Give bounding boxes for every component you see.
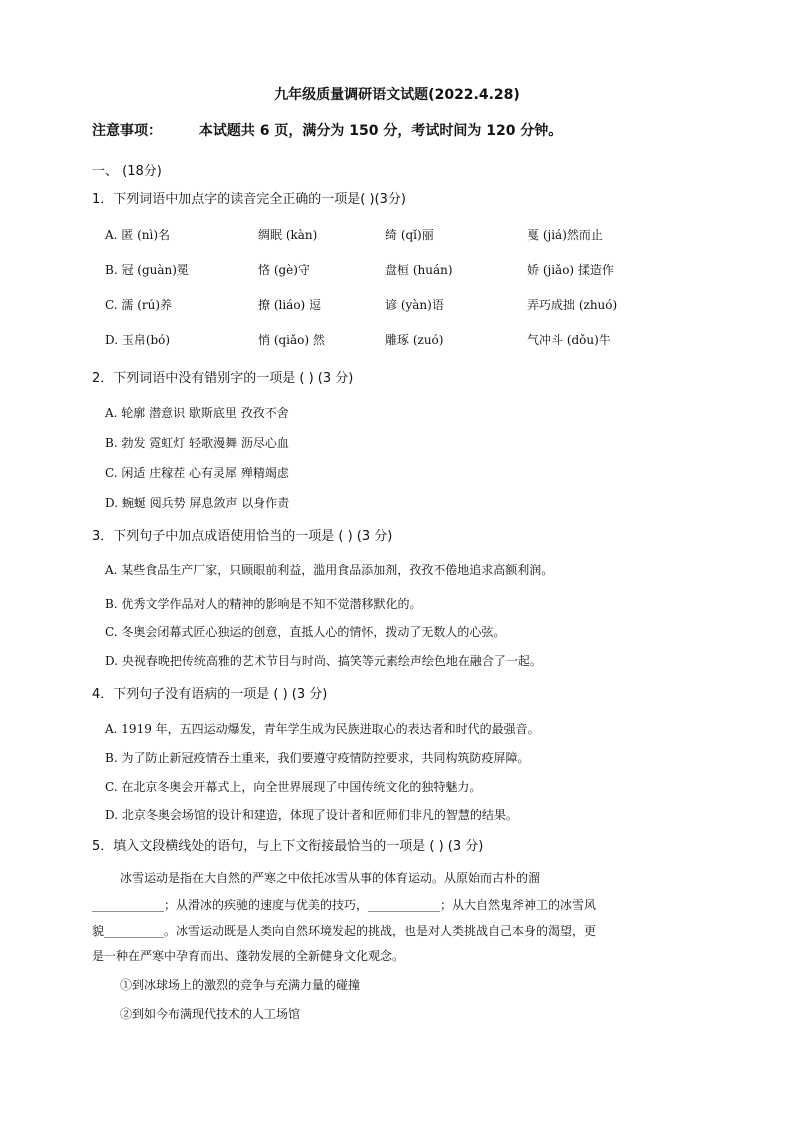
q1-option: C. 濡 (rú)养 [105, 298, 173, 312]
answer-item: ①到冰球场上的激烈的竞争与充满力量的碰撞 [120, 978, 361, 992]
q1-option: 谚 (yàn)语 [385, 298, 444, 312]
q1-option: 戛 (jiá)然而止 [527, 228, 603, 242]
q1-option: 弄巧成拙 (zhuó) [527, 298, 618, 312]
question-4-stem: 4．下列句子没有语病的一项是 ( ) (3 分) [92, 687, 328, 702]
q3-option: A. 某些食品生产厂家，只顾眼前利益，滥用食品添加剂，孜孜不倦地追求高额利润。 [105, 563, 554, 577]
q1-option: B. 冠 (guàn)冕 [105, 263, 189, 277]
passage-line: 是一种在严寒中孕育而出、蓬勃发展的全新健身文化观念。 [92, 949, 405, 963]
q1-option: 气冲斗 (dǒu)牛 [527, 333, 611, 347]
q4-option: D. 北京冬奥会场馆的设计和建造，体现了设计者和匠师们非凡的智慧的结果。 [105, 808, 518, 822]
passage-line: ____________；从滑冰的疾驰的速度与优美的技巧，____________；从大自然鬼斧神工的冰雪风 [92, 898, 597, 912]
question-1-stem: 1．下列词语中加点字的读音完全正确的一项是( )(3分) [92, 192, 406, 207]
answer-item: ②到如今布满现代技术的人工场馆 [120, 1007, 301, 1021]
q4-option: A. 1919 年，五四运动爆发，青年学生成为民族进取心的表达者和时代的最强音。 [105, 722, 540, 736]
q1-option: 绸眠 (kàn) [258, 228, 318, 242]
section-heading: 一、 (18分) [92, 164, 162, 179]
passage-line: 貌__________。冰雪运动既是人类向自然环境发起的挑战，也是对人类挑战自己本身的渴望，更 [92, 924, 597, 938]
question-3-stem: 3．下列句子中加点成语使用恰当的一项是 ( ) (3 分) [92, 529, 393, 544]
q1-option: D. 玉帛(bó) [105, 333, 171, 347]
question-5-stem: 5．填入文段横线处的语句，与上下文衔接最恰当的一项是 ( ) (3 分) [92, 839, 484, 854]
q3-option: B. 优秀文学作品对人的精神的影响是不知不觉潜移默化的。 [105, 597, 422, 611]
q1-option: 绮 (qǐ)丽 [385, 228, 434, 242]
notice-text: 本试题共 6 页，满分为 150 分，考试时间为 120 分钟。 [198, 123, 563, 139]
q1-option: 恪 (gè)守 [258, 263, 310, 277]
q1-option: 盘桓 (huán) [385, 263, 453, 277]
q2-option: C. 闲适 庄稼茬 心有灵犀 殚精竭虑 [105, 466, 289, 480]
q4-option: B. 为了防止新冠疫情吞土重来，我们要遵守疫情防控要求，共同构筑防疫屏障。 [105, 751, 530, 765]
q1-option: 雕琢 (zuó) [385, 333, 444, 347]
q1-option: A. 匿 (nì)名 [105, 228, 171, 242]
q2-option: A. 轮廓 潜意识 歇斯底里 孜孜不舍 [105, 406, 289, 420]
q1-option: 撩 (liáo) 逗 [258, 298, 322, 312]
q3-option: C. 冬奥会闭幕式匠心独运的创意，直抵人心的情怀，拨动了无数人的心弦。 [105, 625, 506, 639]
exam-notice [92, 120, 562, 140]
q1-option: 悄 (qiǎo) 然 [258, 333, 325, 347]
q3-option: D. 央视春晚把传统高雅的艺术节目与时尚、搞笑等元素绘声绘色地在融合了一起。 [105, 654, 542, 668]
passage-line: 冰雪运动是指在大自然的严寒之中依托冰雪从事的体育运动。从原始而古朴的溜 [120, 871, 541, 885]
question-2-stem: 2．下列词语中没有错别字的一项是 ( ) (3 分) [92, 371, 354, 386]
q2-option: B. 勃发 霓虹灯 轻歌漫舞 沥尽心血 [105, 436, 289, 450]
page-title: 九年级质量调研语文试题(2022.4.28) [274, 87, 520, 103]
q1-option: 娇 (jiǎo) 揉造作 [527, 263, 614, 277]
q4-option: C. 在北京冬奥会开幕式上，向全世界展现了中国传统文化的独特魅力。 [105, 780, 482, 794]
q2-option: D. 蜿蜒 阅兵势 屏息敛声 以身作责 [105, 496, 290, 510]
notice-label: 注意事项： [92, 123, 162, 139]
